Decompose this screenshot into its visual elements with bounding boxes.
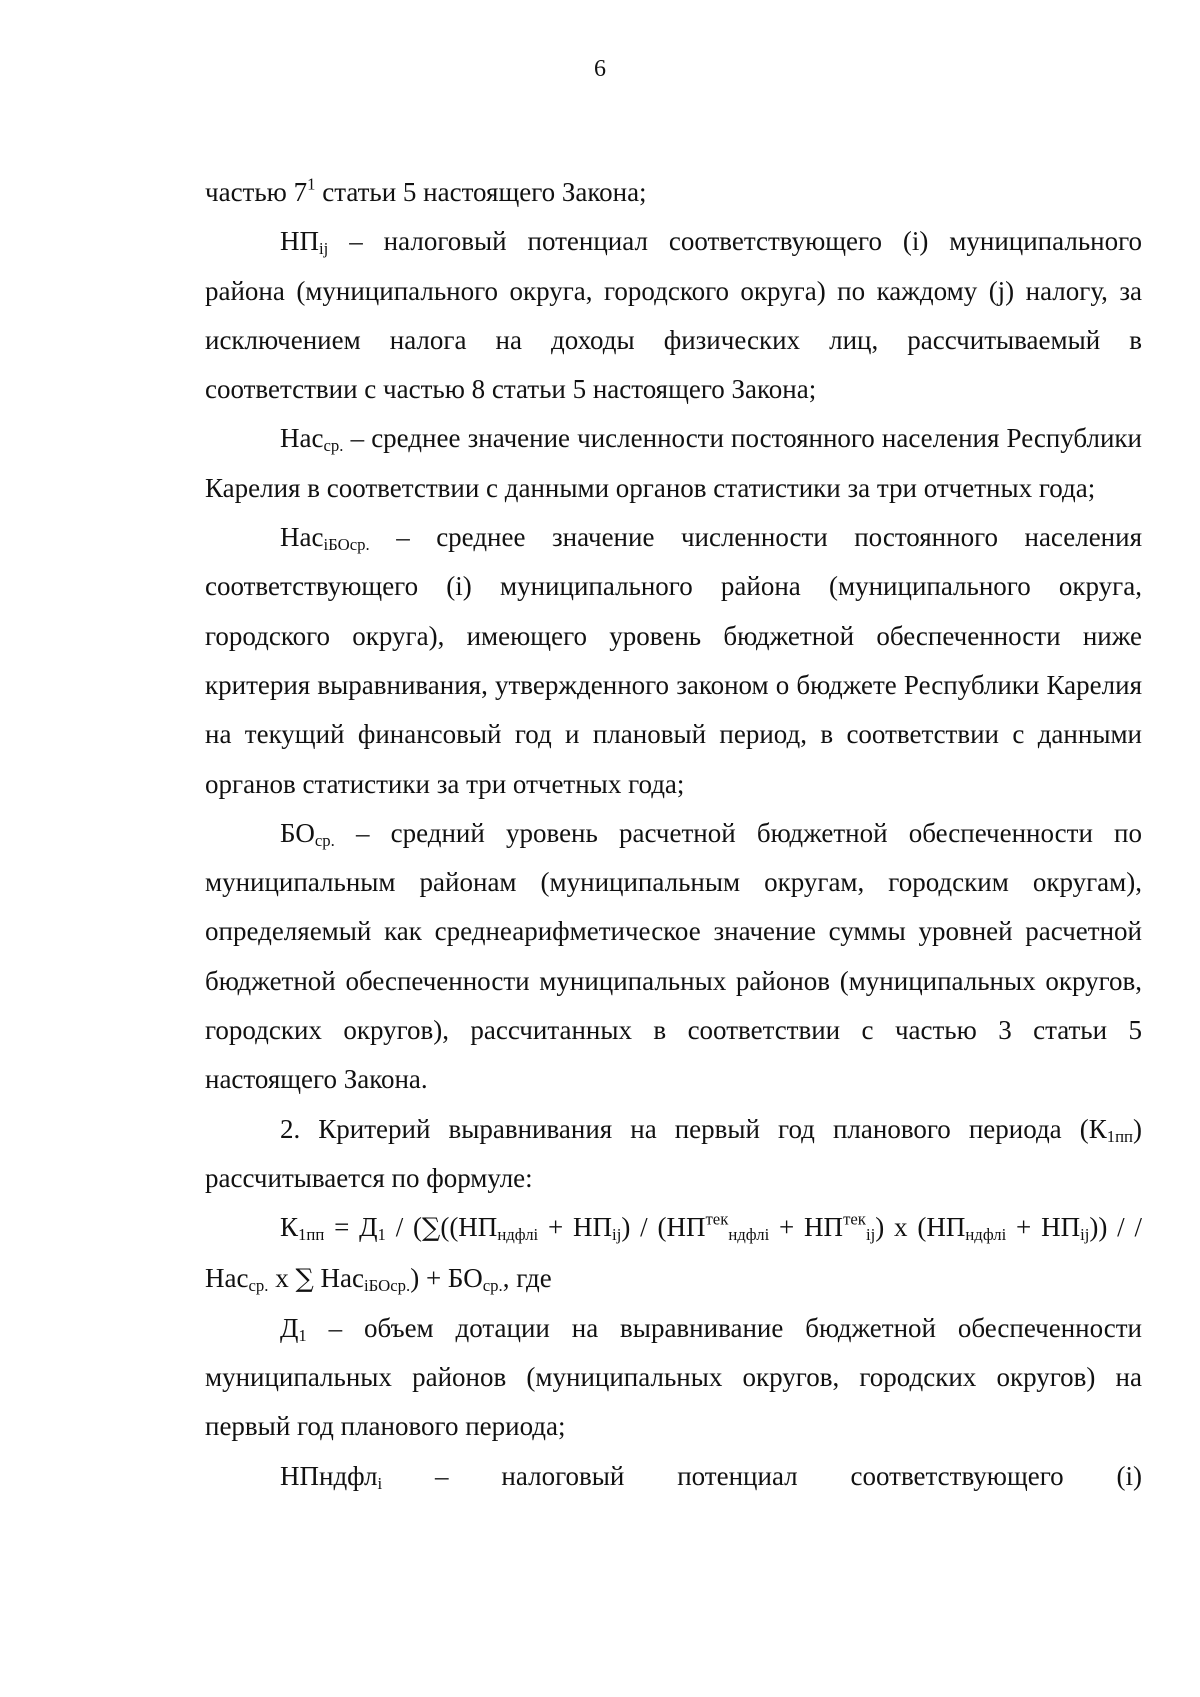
formula-part: К <box>280 1212 299 1243</box>
formula-part: = Д <box>324 1212 378 1243</box>
definition-nas-sr <box>205 414 1142 513</box>
formula-subscript: ндфлi <box>728 1225 770 1245</box>
formula-subscript: ij <box>612 1225 622 1245</box>
formula-subscript: ij <box>1080 1225 1090 1245</box>
subscript: ср. <box>323 436 344 456</box>
document-body <box>205 168 1142 1501</box>
subscript: ij <box>319 239 329 259</box>
term: БО <box>280 817 315 848</box>
subscript: ср. <box>314 831 335 851</box>
formula <box>205 1203 1142 1304</box>
definition-text: – объем дотации на выравнивание бюджетной обеспеченности муниципальных районов (муниципальных округов, городских округов) на первый год планового периода; <box>205 1312 1142 1442</box>
formula-subscript: ср. <box>248 1275 269 1295</box>
definition-text: – средний уровень расчетной бюджетной обеспеченности по муниципальным районам (муниципальным округам, городским округам), определяемый как среднеарифметическое значение суммы уровней расчетной бюджетной обеспеченности муниципальных районов (муниципальных округов, городских округов), рассчитанных в соответствии с частью 3 статьи 5 настоящего Закона. <box>205 817 1142 1095</box>
subscript: 1 <box>298 1326 307 1345</box>
formula-part: ) х (НП <box>875 1212 966 1243</box>
formula-superscript: тек <box>843 1209 866 1229</box>
definition-nas-ibo <box>205 513 1142 809</box>
formula-superscript: тек <box>705 1209 729 1229</box>
formula-subscript: iБОср. <box>363 1275 411 1295</box>
text-run: 2. Критерий выравнивания на первый год планового периода (К <box>280 1113 1107 1144</box>
text-run: статьи 5 настоящего Закона; <box>315 177 647 207</box>
paragraph-criterion <box>205 1105 1142 1204</box>
superscript: 1 <box>307 174 316 194</box>
formula-part: , где <box>502 1262 552 1293</box>
formula-part: / ( <box>385 1212 423 1243</box>
paragraph-continuation <box>205 168 1142 217</box>
definition-bo-sr <box>205 809 1142 1105</box>
sum-symbol: ∑ <box>422 1213 441 1244</box>
formula-part: ) + БО <box>410 1262 483 1293</box>
definition-np-ndfl <box>205 1452 1142 1501</box>
definition-np-ij <box>205 217 1142 414</box>
formula-part: )) / / Нас <box>205 1212 1142 1293</box>
formula-part: + НП <box>538 1212 613 1243</box>
formula-subscript: 1пп <box>298 1225 325 1245</box>
term: НПндфл <box>280 1460 378 1491</box>
subscript: iБОср. <box>323 535 370 555</box>
page-number: 6 <box>594 56 606 82</box>
formula-part: Нас <box>313 1262 364 1293</box>
formula-subscript: ндфлi <box>497 1225 539 1245</box>
definition-text: – среднее значение численности постоянного населения Республики Карелия в соответствии с данными органов статистики за три отчетных года; <box>205 423 1142 503</box>
subscript: i <box>377 1473 383 1493</box>
formula-subscript: ср. <box>482 1275 503 1295</box>
formula-part: + НП <box>769 1212 844 1243</box>
sum-symbol: ∑ <box>295 1263 314 1294</box>
formula-part: ) / (НП <box>621 1212 706 1243</box>
formula-part: + НП <box>1006 1212 1081 1243</box>
formula-subscript: 1 <box>377 1225 386 1245</box>
term: Нас <box>280 423 324 454</box>
definition-text: – среднее значение численности постоянного населения соответствующего (i) муниципального района (муниципального округа, городского округа), имеющего уровень бюджетной обеспеченности ниже критерия выравнивания, утвержденного законом о бюджете Республики Карелия на текущий финансовый год и плановый период, в соответствии с данными органов статистики за три отчетных года; <box>205 522 1142 799</box>
term: Нас <box>280 522 324 553</box>
formula-part: ((НП <box>440 1212 498 1243</box>
text-run: частью 7 <box>205 177 308 207</box>
formula-subscript: ндфлi <box>965 1225 1007 1245</box>
definition-d1 <box>205 1304 1142 1452</box>
definition-text: – налоговый потенциал соответствующего (i) муниципального района (муниципального округа, городского округа) по каждому (j) налогу, за исключением налога на доходы физических лиц, рассчитываемый в соответствии с частью 8 статьи 5 настоящего Закона; <box>205 226 1142 405</box>
term: НП <box>280 226 319 257</box>
term: Д <box>280 1312 299 1343</box>
formula-subscript: ij <box>865 1225 876 1245</box>
definition-text: – налоговый потенциал соответствующего (i) <box>382 1460 1142 1491</box>
text-run: ) рассчитывается по формуле: <box>205 1113 1142 1193</box>
formula-part: х <box>268 1262 296 1293</box>
subscript: 1пп <box>1106 1126 1133 1146</box>
